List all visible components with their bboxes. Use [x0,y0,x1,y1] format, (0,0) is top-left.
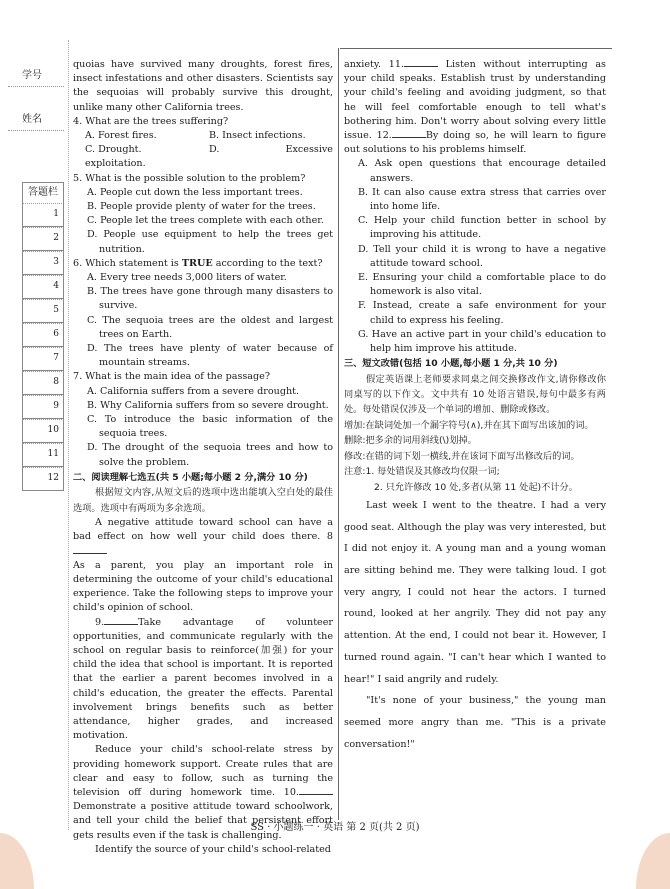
question-4-options-row-1: A. Forest fires. B. Insect infections. [85,130,306,142]
column-divider [338,48,339,820]
answer-row[interactable]: 3 [22,251,64,275]
answer-blank-10[interactable] [299,794,333,795]
student-id-label: 学号 [22,70,42,81]
answer-row[interactable]: 9 [22,395,64,419]
name-label: 姓名 [22,114,42,125]
answer-row[interactable]: 7 [22,347,64,371]
answer-row[interactable]: 5 [22,299,64,323]
answer-row[interactable]: 6 [22,323,64,347]
corner-decoration-left [0,833,34,889]
binding-line [68,40,69,830]
question-6: 6. Which statement is TRUE according to the text? [73,257,323,269]
option-text: C. To introduce the basic information of the sequoia trees. [87,414,333,440]
question-4-options-row-2: C. Drought. D. Excessive exploitation. [85,144,333,170]
corner-decoration-right [636,833,670,889]
section-3-heading: 三、短文改错(包括 10 小题,每小题 1 分,共 10 分) [344,358,558,370]
top-rule [340,48,612,49]
option-text: F. Instead, create a safe environment for your child to express his feeling. [358,300,606,326]
answer-blank-12[interactable] [392,137,426,138]
question-4: 4. What are the trees suffering? [73,115,229,127]
option-text: B. The trees have gone through many disasters to survive. [87,286,333,312]
rule-modify: 修改:在错的词下划一横线,并在该词下面写出修改后的词。 [344,450,580,462]
error-correction-passage: "It's none of your business," the young man seemed more angry than me. "This is a private conversation!" [344,695,606,750]
option-text: C. The sequoia trees are the oldest and largest trees on Earth. [87,314,333,340]
option-text: D. Tell your child it is wrong to have a negative attitude toward school. [358,243,606,269]
answer-row[interactable]: 12 [22,467,64,491]
answer-column [22,182,64,491]
answer-blank-11[interactable] [404,66,438,67]
passage-paragraph: anxiety. 11. Listen without interrupting as your child speaks. Establish trust by understanding your child's feeling and avoiding judgment, so that he will feel comfortable enough to tell what's bothering him. Don't worry about solving every little issue. 12. By doing so, he will learn to figure out solutions to his problems himself. [344,59,606,156]
passage-paragraph: Identify the source of your child's school-related [95,843,331,855]
note-2: 2. 只允许修改 10 处,多者(从第 11 处起)不计分。 [374,481,578,493]
section-2-instructions: 根据短文内容,从短文后的选项中选出能填入空白处的最佳选项。选项中有两项为多余选项。 [73,487,333,514]
passage-paragraph: As a parent, you play an important role in determining the outcome of your child's educational experience. Take the following steps to improve your child's opinion of school. [73,559,333,614]
section-2-heading: 二、阅读理解七选五(共 5 小题;每小题 2 分,满分 10 分) [73,471,308,483]
option-text: B. Why California suffers from so severe drought. [87,399,329,411]
answer-row[interactable]: 1 [22,203,64,227]
rule-add: 增加:在缺词处加一个漏字符号(∧),并在其下面写出该加的词。 [344,419,594,431]
option-text: G. Have an active part in your child's education to help him improve his attitude. [358,328,606,355]
option-text: B. It can also cause extra stress that carries over into home life. [358,186,606,213]
page-footer: SS · 小题练一 · 英语 第 2 页(共 2 页) [250,822,420,833]
question-7: 7. What is the main idea of the passage? [73,371,270,383]
option-text: D. The trees have plenty of water because of mountain streams. [87,343,333,369]
right-column [344,58,606,755]
error-correction-passage: Last week I went to the theatre. I had a very good seat. Although the play was very interested, but I did not enjoy it. A young man and a young woman are sitting behind me. They were talking loud. I got very angry, I could not hear the actors. I turned round, looked at her angrily. They did not pay any attention. At the end, I could not bear it. However, I turned round again. "I can't hear which I wanted to hear!" I said angrily and rudely. [344,499,606,685]
answer-blank-8[interactable] [73,553,107,554]
answer-row[interactable]: 10 [22,419,64,443]
answer-row[interactable]: 2 [22,227,64,251]
passage-paragraph: 9. Take advantage of volunteer opportunities, and communicate regularly with the school on regular basis to reinforce(加强) for your child the idea that school is important. It is reported that the earlier a parent becomes involved in a child's education, the greater the effects. Parental involvement brings benefits such as better attendance, higher grades, and increased motivation. [73,616,333,742]
passage-paragraph: A negative attitude toward school can have a bad effect on how well your child does there. 8 [73,516,333,559]
option-text: D. People use equipment to help the trees get nutrition. [87,229,333,255]
option-text: B. People provide plenty of water for the trees. [87,201,316,213]
rule-delete: 删除:把多余的词用斜线(\)划掉。 [344,435,477,447]
answer-row[interactable]: 4 [22,275,64,299]
option-text: A. People cut down the less important trees. [87,186,303,198]
option-text: C. Help your child function better in school by improving his attitude. [358,215,606,241]
option-text: A. Ask open questions that encourage detailed answers. [358,158,606,184]
option-text: C. People let the trees complete with each other. [87,215,324,227]
answer-row[interactable]: 8 [22,371,64,395]
answer-column-title: 答题栏 [22,182,64,203]
option-text: D. The drought of the sequoia trees and how to solve the problem. [87,442,333,468]
option-text: A. Every tree needs 3,000 liters of water. [87,272,287,284]
answer-row[interactable]: 11 [22,443,64,467]
name-line [8,130,64,131]
left-column [73,58,333,857]
passage-continued: quoias have survived many droughts, forest fires, insect infestations and other disasters. Scientists say the sequoias will probably survive this drought, unlike many other California trees. [73,59,333,113]
answer-blank-9[interactable] [104,624,138,625]
note-1: 注意:1. 每处错误及其修改均仅限一词; [344,466,500,478]
section-3-instructions: 假定英语课上老师要求同桌之间交换修改作文,请你修改你同桌写的以下作文。文中共有 10 处语言错误,每句中最多有两处。每处错误仅涉及一个单词的增加、删除或修改。 [344,373,606,416]
question-5: 5. What is the possible solution to the problem? [73,172,306,184]
option-text: A. California suffers from a severe drought. [87,385,300,397]
student-id-line [8,86,64,87]
passage-paragraph: Reduce your child's school-relate stress by providing homework support. Create rules that are clear and easy to follow, such as turning the television off during homework time. 10.Demonstrate a positive attitude toward schoolwork, and tell your child the belief that persistent effort gets results even if the task is challenging. [73,744,333,841]
option-text: E. Ensuring your child a comfortable place to do homework is also vital. [358,272,606,298]
